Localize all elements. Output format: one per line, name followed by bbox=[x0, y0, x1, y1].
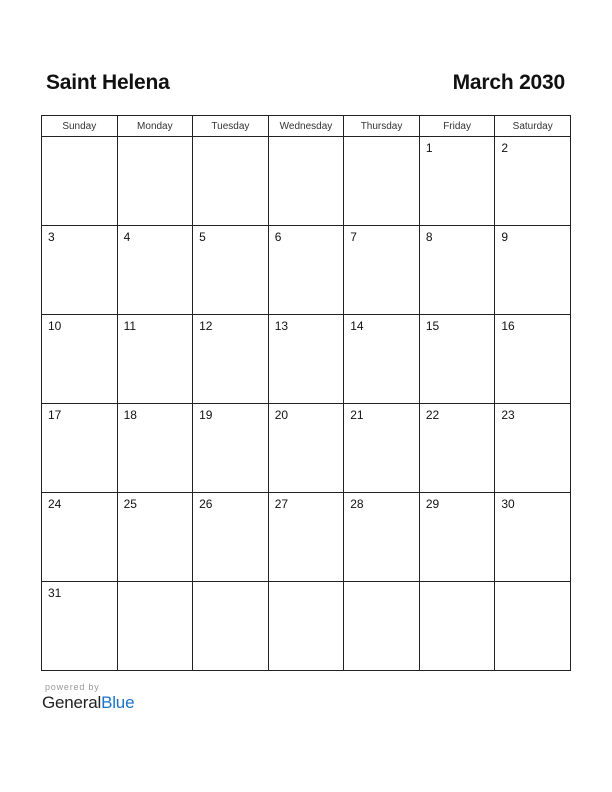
day-cell bbox=[344, 493, 420, 582]
day-number: 13 bbox=[274, 319, 289, 333]
brand-blue-text: Blue bbox=[101, 693, 135, 712]
weekday-saturday: Saturday bbox=[495, 116, 571, 137]
day-number: 15 bbox=[425, 319, 440, 333]
day-number: 21 bbox=[350, 408, 364, 422]
day-cell bbox=[419, 493, 495, 582]
day-number: 20 bbox=[274, 408, 289, 422]
day-number bbox=[495, 582, 570, 586]
day-number bbox=[193, 582, 268, 586]
day-cell bbox=[344, 315, 420, 404]
day-cell bbox=[419, 582, 495, 671]
powered-by-label: powered by bbox=[45, 682, 100, 692]
weekday-thursday: Thursday bbox=[344, 116, 420, 137]
day-number bbox=[269, 582, 344, 586]
day-number: 18 bbox=[123, 408, 137, 422]
region-title: Saint Helena bbox=[46, 71, 170, 94]
day-cell bbox=[495, 582, 571, 671]
weekday-monday: Monday bbox=[117, 116, 193, 137]
day-number: 11 bbox=[123, 319, 137, 333]
day-number: 2 bbox=[501, 141, 509, 155]
day-number: 27 bbox=[274, 497, 289, 511]
footer-branding bbox=[42, 682, 134, 713]
week-row-1 bbox=[42, 137, 571, 226]
day-cell bbox=[419, 315, 495, 404]
week-row-2 bbox=[42, 226, 571, 315]
day-cell bbox=[268, 582, 344, 671]
day-cell bbox=[193, 404, 269, 493]
day-number: 31 bbox=[48, 586, 62, 600]
day-number: 8 bbox=[425, 230, 433, 244]
day-cell bbox=[344, 582, 420, 671]
day-cell bbox=[268, 137, 344, 226]
day-cell bbox=[193, 582, 269, 671]
day-number bbox=[118, 582, 193, 586]
day-number: 22 bbox=[425, 408, 440, 422]
day-number bbox=[420, 582, 495, 586]
week-row-3 bbox=[42, 315, 571, 404]
day-cell bbox=[495, 404, 571, 493]
day-cell bbox=[117, 404, 193, 493]
day-cell bbox=[268, 315, 344, 404]
day-cell bbox=[495, 315, 571, 404]
day-number bbox=[344, 137, 419, 141]
day-cell bbox=[42, 315, 118, 404]
day-number bbox=[42, 137, 117, 141]
day-number bbox=[344, 582, 419, 586]
day-cell bbox=[42, 137, 118, 226]
week-row-5 bbox=[42, 493, 571, 582]
day-number: 23 bbox=[501, 408, 515, 422]
day-cell bbox=[268, 493, 344, 582]
day-number: 7 bbox=[350, 230, 357, 244]
day-cell bbox=[344, 226, 420, 315]
day-cell bbox=[344, 137, 420, 226]
day-cell bbox=[42, 226, 118, 315]
day-cell bbox=[419, 137, 495, 226]
brand-general-text: General bbox=[42, 693, 102, 712]
day-number: 24 bbox=[48, 497, 62, 511]
day-number: 1 bbox=[425, 141, 433, 155]
day-cell bbox=[42, 582, 118, 671]
day-number bbox=[193, 137, 268, 141]
week-row-4 bbox=[42, 404, 571, 493]
day-number: 9 bbox=[501, 230, 509, 244]
day-number: 14 bbox=[350, 319, 364, 333]
day-cell bbox=[268, 404, 344, 493]
day-cell bbox=[117, 137, 193, 226]
day-cell bbox=[495, 137, 571, 226]
weekday-sunday: Sunday bbox=[42, 116, 118, 137]
day-cell bbox=[117, 315, 193, 404]
day-cell bbox=[419, 226, 495, 315]
day-number: 6 bbox=[274, 230, 282, 244]
generalblue-logo[interactable] bbox=[42, 693, 134, 713]
day-number: 5 bbox=[199, 230, 206, 244]
day-cell bbox=[193, 315, 269, 404]
day-number: 25 bbox=[123, 497, 137, 511]
day-cell bbox=[42, 404, 118, 493]
day-cell bbox=[193, 226, 269, 315]
day-number bbox=[269, 137, 344, 141]
day-number: 10 bbox=[48, 319, 62, 333]
day-cell bbox=[117, 226, 193, 315]
day-cell bbox=[42, 493, 118, 582]
day-cell bbox=[495, 226, 571, 315]
day-cell bbox=[193, 493, 269, 582]
day-cell bbox=[495, 493, 571, 582]
day-cell bbox=[268, 226, 344, 315]
calendar-grid bbox=[41, 115, 571, 671]
weekday-wednesday: Wednesday bbox=[268, 116, 344, 137]
day-number: 19 bbox=[199, 408, 213, 422]
day-number: 28 bbox=[350, 497, 364, 511]
day-number: 17 bbox=[48, 408, 62, 422]
day-number: 16 bbox=[501, 319, 515, 333]
day-number: 26 bbox=[199, 497, 213, 511]
day-number: 30 bbox=[501, 497, 515, 511]
day-cell bbox=[419, 404, 495, 493]
weekday-tuesday: Tuesday bbox=[193, 116, 269, 137]
day-cell bbox=[117, 582, 193, 671]
weekday-header-row bbox=[42, 116, 571, 137]
weekday-friday: Friday bbox=[419, 116, 495, 137]
day-number bbox=[118, 137, 193, 141]
day-cell bbox=[344, 404, 420, 493]
month-year-title: March 2030 bbox=[452, 71, 565, 94]
day-number: 12 bbox=[199, 319, 213, 333]
day-cell bbox=[193, 137, 269, 226]
week-row-6 bbox=[42, 582, 571, 671]
day-cell bbox=[117, 493, 193, 582]
day-number: 29 bbox=[425, 497, 440, 511]
day-number: 3 bbox=[48, 230, 55, 244]
day-number: 4 bbox=[123, 230, 131, 244]
